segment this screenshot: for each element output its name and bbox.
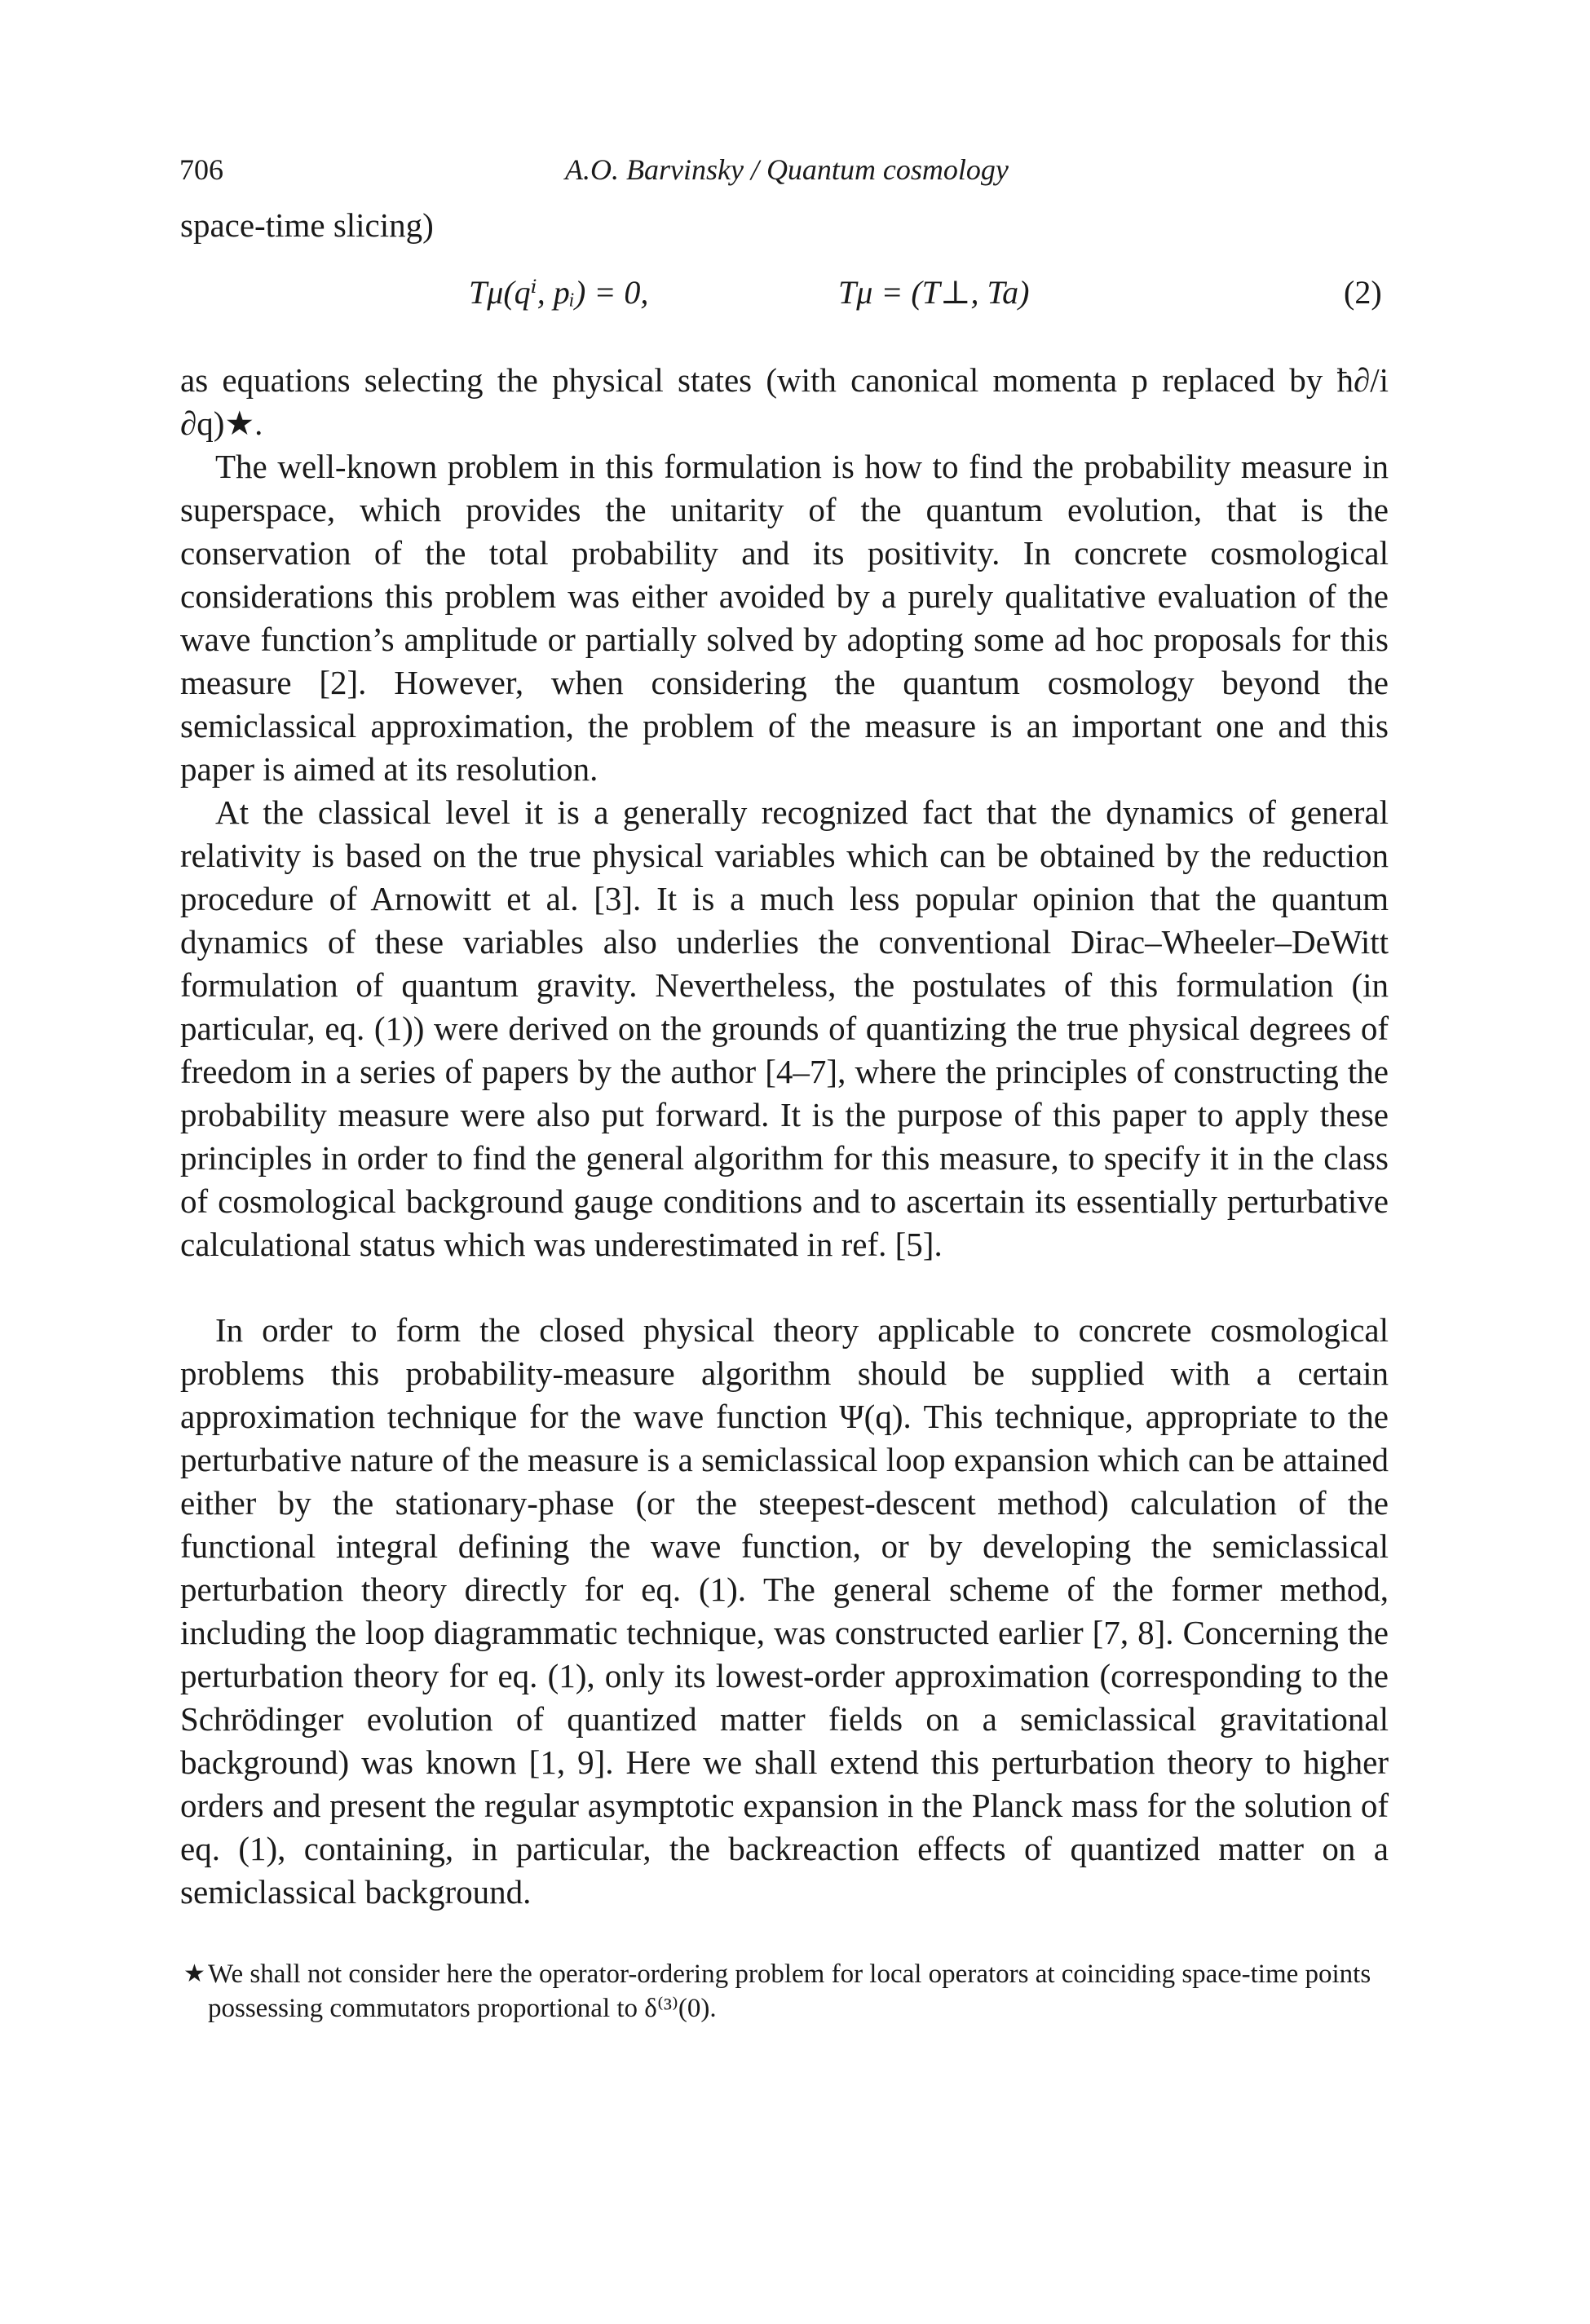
paragraph-4: [180, 1309, 1389, 1914]
equation-rhs: Tμ = (T⊥, Ta): [838, 274, 1030, 311]
equation-lhs: Tμ(qⁱ, pᵢ) = 0,: [469, 274, 649, 311]
paragraph-text: The well-known problem in this formulation is how to find the probability measure in superspace, which provides the unitarity of the quantum evolution, that is the conservation of the total probability and its positivity. In concrete cosmological considerations this problem was either avoided by a purely qualitative evaluation of the wave function’s amplitude or partially solved by adopting some ad hoc proposals for this measure [2]. However, when considering the quantum cosmology beyond the semiclassical approximation, the problem of the measure is an important one and this paper is aimed at its resolution.: [180, 448, 1389, 788]
footnote-text: We shall not consider here the operator-ordering problem for local operators at coinciding space-time points possessing commutators proportional to δ⁽³⁾(0).: [208, 1959, 1371, 2023]
footnote-star-icon: ★: [183, 1960, 205, 1987]
paragraph-text: At the classical level it is a generally recognized fact that the dynamics of general relativity is based on the true physical variables which can be obtained by the reduction procedure of Arnowitt et al. [3]. It is a much less popular opinion that the quantum dynamics of these variables also underlies the conventional Dirac–Wheeler–DeWitt formulation of quantum gravity. Nevertheless, the postulates of this formulation (in particular, eq. (1)) were derived on the grounds of quantizing the true physical degrees of freedom in a series of papers by the author [4–7], where the principles of constructing the probability measure were also put forward. It is the purpose of this paper to apply these principles in order to find the general algorithm for this measure, to specify it in the class of cosmological background gauge conditions and to ascertain its essentially perturbative calculational status which was underestimated in ref. [5].: [180, 793, 1389, 1263]
footnote: [183, 1957, 1389, 2026]
paragraph-text: In order to form the closed physical theory applicable to concrete cosmological problems this probability-measure algorithm should be supplied with a certain approximation technique for the wave function Ψ(q). This technique, appropriate to the perturbative nature of the measure is a semiclassical loop expansion which can be attained either by the stationary-phase (or the steepest-descent method) calculation of the functional integral defining the wave function, or by developing the semiclassical perturbation theory directly for eq. (1). The general scheme of the former method, including the loop diagrammatic technique, was constructed earlier [7, 8]. Concerning the perturbation theory for eq. (1), only its lowest-order approximation (corresponding to the Schrödinger evolution of quantized matter fields on a semiclassical gravitational background) was known [1, 9]. Here we shall extend this perturbation theory to higher orders and present the regular asymptotic expansion in the Planck mass for the solution of eq. (1), containing, in particular, the backreaction effects of quantized matter on a semiclassical background.: [180, 1311, 1389, 1911]
page-number: 706: [179, 153, 223, 186]
equation-number: (2): [1344, 274, 1382, 311]
paragraph-1: [180, 359, 1389, 445]
paragraph-2: [180, 445, 1389, 791]
running-title: A.O. Barvinsky / Quantum cosmology: [565, 153, 1009, 186]
intro-line: space-time slicing): [180, 206, 434, 244]
paragraph-text: as equations selecting the physical states (with canonical momenta p replaced by ħ∂/i ∂q)★.: [180, 361, 1389, 442]
equation-2: [0, 273, 1590, 330]
paragraph-3: [180, 791, 1389, 1266]
